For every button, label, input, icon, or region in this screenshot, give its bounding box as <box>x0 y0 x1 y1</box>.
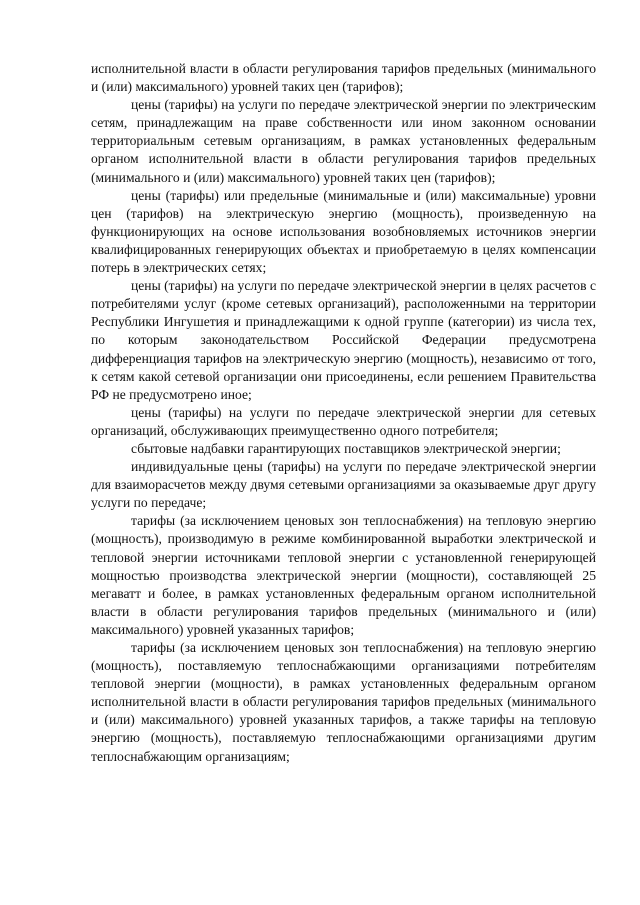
paragraph-individual-tariffs: индивидуальные цены (тарифы) на услуги по передаче электрической энергии для взаиморасчетов между двумя сетевыми организациями за оказываемые друг другу услуги по передаче; <box>91 459 596 511</box>
paragraph-sales-markups: сбытовые надбавки гарантирующих поставщиков электрической энергии; <box>131 440 561 456</box>
paragraph-network-tariffs-territorial: цены (тарифы) на услуги по передаче электрической энергии по электрическим сетям, принадлежащим на праве собственности или ином законном основании территориальным сетевым организациям, в рамках установленных федеральным органом исполнительной власти в области регулирования тарифов предельных (минимального и (или) максимального) уровней таких цен (тарифов); <box>91 97 596 185</box>
paragraph-heat-supply-tariffs: тарифы (за исключением ценовых зон теплоснабжения) на тепловую энергию (мощность), поставляемую теплоснабжающими организациями потребителям тепловой энергии (мощности), в рамках установленных федеральным органом исполнительной власти в области регулирования тарифов предельных (минимального и (или) максимального) уровней указанных тарифов, а также тарифы на тепловую энергию (мощность), поставляемую теплоснабжающими организациями другим теплоснабжающим организациям; <box>91 640 596 764</box>
paragraph-renewable-energy-prices: цены (тарифы) или предельные (минимальные и (или) максимальные) уровни цен (тарифов) на электрическую энергию (мощность), произведенную на функционирующих на основе использования возобновляемых источников энергии квалифицированных генерирующих объектах и приобретаемую в целях компенсации потерь в электрических сетях; <box>91 187 596 276</box>
document-page <box>91 60 596 766</box>
paragraph-cogeneration-heat-tariffs: тарифы (за исключением ценовых зон теплоснабжения) на тепловую энергию (мощность), производимую в режиме комбинированной выработки электрической и тепловой энергии источниками тепловой энергии с установленной генерирующей мощностью производства электрической энергии (мощности), составляющей 25 мегаватт и более, в рамках установленных федеральным органом исполнительной власти в области регулирования тарифов предельных (минимального и (или) максимального) уровней указанных тарифов; <box>91 513 596 637</box>
paragraph-continuation: исполнительной власти в области регулирования тарифов предельных (минимального и (или) максимального) уровней таких цен (тарифов); <box>91 61 596 95</box>
paragraph-single-consumer-network: цены (тарифы) на услуги по передаче электрической энергии для сетевых организаций, обслуживающих преимущественно одного потребителя; <box>91 404 596 438</box>
paragraph-consumer-transmission-tariffs: цены (тарифы) на услуги по передаче электрической энергии в целях расчетов с потребителями услуг (кроме сетевых организаций), расположенными на территории Республики Ингушетия и принадлежащими к одной группе (категории) из числа тех, по которым законодательством Российской Федерации предусмотрена дифференциация тарифов на электрическую энергию (мощность), независимо от того, к сетям какой сетевой организации они присоединены, если решением Правительства РФ не предусмотрено иное; <box>91 278 596 402</box>
